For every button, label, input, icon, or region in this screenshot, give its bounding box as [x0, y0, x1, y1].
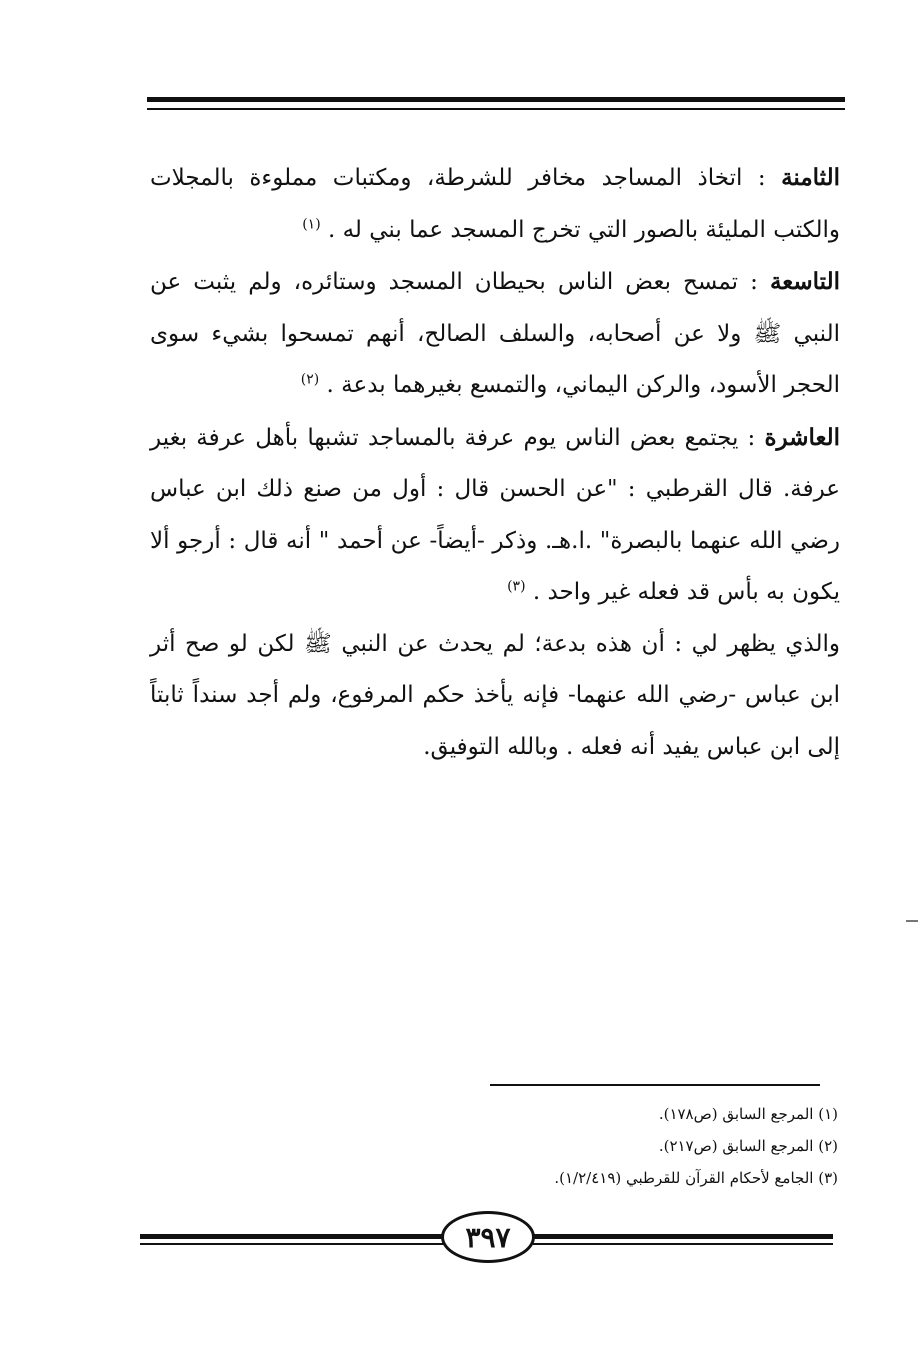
paragraph-lead: الثامنة	[781, 164, 840, 191]
footnote-3: (٣) الجامع لأحكام القرآن للقرطبي (١/٢/٤١٩).	[554, 1169, 838, 1187]
paragraph-text: : اتخاذ المساجد مخافر للشرطة، ومكتبات مملوءة بالمجلات والكتب المليئة بالصور التي تخرج المسجد عما بني له .	[150, 165, 840, 243]
footnote-ref: (٣)	[507, 578, 526, 595]
footnote-1: (١) المرجع السابق (ص١٧٨).	[658, 1105, 838, 1123]
footnotes	[420, 1098, 838, 1194]
header-rule-thick	[147, 97, 845, 102]
paragraph-lead: العاشرة	[764, 423, 840, 451]
paragraph-eighth	[150, 152, 840, 256]
footer-rule-left-thick	[140, 1234, 445, 1239]
paragraph-text: : تمسح بعض الناس بحيطان المسجد وستائره، ولم يثبت عن النبي ﷺ ولا عن أصحابه، والسلف الصالح، أنهم تمسحوا بشيء سوى الحجر الأسود، والركن اليماني، والتمسع بغيرهما بدعة .	[150, 269, 840, 398]
footnote-2: (٢) المرجع السابق (ص٢١٧).	[658, 1137, 838, 1155]
header-rule-thin	[147, 108, 845, 110]
paragraph-text: والذي يظهر لي : أن هذه بدعة؛ لم يحدث عن النبي ﷺ لكن لو صح أثر ابن عباس -رضي الله عنهما- فإنه يأخذ حكم المرفوع، ولم أجد سنداً ثابتاً إلى ابن عباس يفيد أنه فعله . وبالله التوفيق.	[150, 630, 840, 760]
footnote-ref: (١)	[302, 215, 321, 232]
page-number: ٣٩٧	[441, 1211, 535, 1263]
footer-rule-left-thin	[140, 1243, 445, 1245]
paragraph-conclusion	[150, 619, 840, 774]
footnote-separator	[490, 1084, 820, 1086]
paragraph-text: : يجتمع بعض الناس يوم عرفة بالمساجد تشبها بأهل عرفة بغير عرفة. قال القرطبي : "عن الحسن قال : أول من صنع ذلك ابن عباس رضي الله عنهما بالبصرة" .ا.هـ. وذكر -أيضاً- عن أحمد " أنه قال : أرجو ألا يكون به بأس قد فعله غير واحد .	[150, 424, 840, 605]
footnote-ref: (٢)	[300, 371, 320, 388]
main-text	[150, 152, 840, 773]
scan-mark	[906, 920, 918, 922]
paragraph-lead: التاسعة	[769, 268, 840, 295]
paragraph-ninth	[150, 256, 840, 412]
footer-rule-right-thin	[533, 1243, 833, 1245]
paragraph-tenth	[150, 412, 840, 619]
footer-rule-right-thick	[533, 1234, 833, 1239]
